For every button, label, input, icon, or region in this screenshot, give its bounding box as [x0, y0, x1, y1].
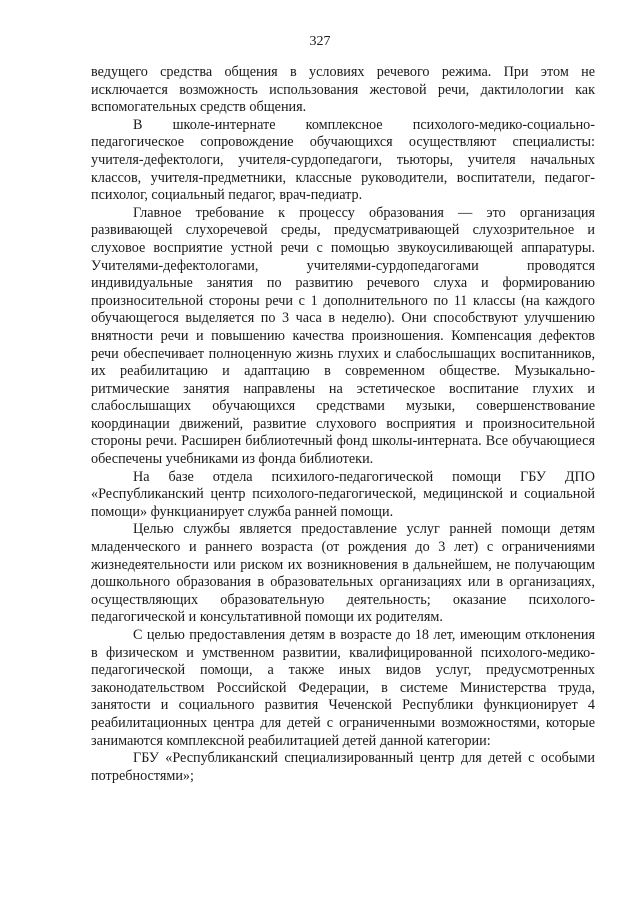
body-text: [91, 64, 595, 785]
paragraph-service-goal: Целью службы является предоставление услуг ранней помощи детям младенческого и раннего возраста (от рождения до 3 лет) с ограничениями жизнедеятельности или риском их возникновения в дальнейшем, не получающим дошкольного образования в образовательных организациях или в организациях, осуществляющих образовательную деятельность; оказание психолого-педагогической и консультативной помощи их родителям.: [91, 521, 595, 626]
paragraph-center-name: ГБУ «Республиканский специализированный центр для детей с особыми потребностями»;: [91, 750, 595, 784]
paragraph-continuation: ведущего средства общения в условиях речевого режима. При этом не исключается возможность использования жестовой речи, дактилологии как вспомогательных средств общения.: [91, 64, 595, 116]
paragraph-early-help-service: На базе отдела психилого-педагогической помощи ГБУ ДПО «Республиканский центр психолого-педагогической, медицинской и социальной помощи» функцианирует служба ранней помощи.: [91, 468, 595, 520]
paragraph-rehabilitation-centers: С целью предоставления детям в возрасте до 18 лет, имеющим отклонения в физическом и умственном развитии, квалифицированной психолого-медико-педагогической помощи, а также иных видов услуг, предусмотренных законодательством Российской Федерации, в системе Министерства труда, занятости и социального развития Чеченской Республики функционирует 4 реабилитационных центра для детей с ограниченными возможностями, которые занимаются комплексной реабилитацией детей данной категории:: [91, 627, 595, 749]
page-number: 327: [309, 34, 331, 49]
paragraph-main-requirement: Главное требование к процессу образования — это организация развивающей слухоречевой среды, предусматривающей слухозрительное и слуховое восприятие устной речи с помощью звукоусиливающей аппаратуры. Учителями-дефектологами, учителями-сурдопедагогами проводятся индивидуальные занятия по развитию речевого слуха и формированию произносительной стороны речи с 1 дополнительного по 11 классы (на каждого обучающегося выделяется по 3 часа в неделю). Они способствуют улучшению внятности речи и повышению качества произношения. Компенсация дефектов речи обеспечивает полноценную жизнь глухих и слабослышащих воспитанников, их реабилитацию и адаптацию в современном обществе. Музыкально-ритмические занятия направлены на эстетическое воспитание глухих и слабослышащих обучающихся средствами музыки, совершенствование координации движений, развитие слухового восприятия и произносительной стороны речи. Расширен библиотечный фонд школы-интерната. Все обучающиеся обеспечены учебниками из фонда библиотеки.: [91, 204, 595, 468]
paragraph-specialists: В школе-интернате комплексное психолого-медико-социально-педагогическое сопровождение обучающихся осуществляют специалисты: учителя-дефектологи, учителя-сурдопедагоги, тьюторы, учителя начальных классов, учителя-предметники, классные руководители, воспитатели, педагог-психолог, социальный педагог, врач-педиатр.: [91, 116, 595, 204]
